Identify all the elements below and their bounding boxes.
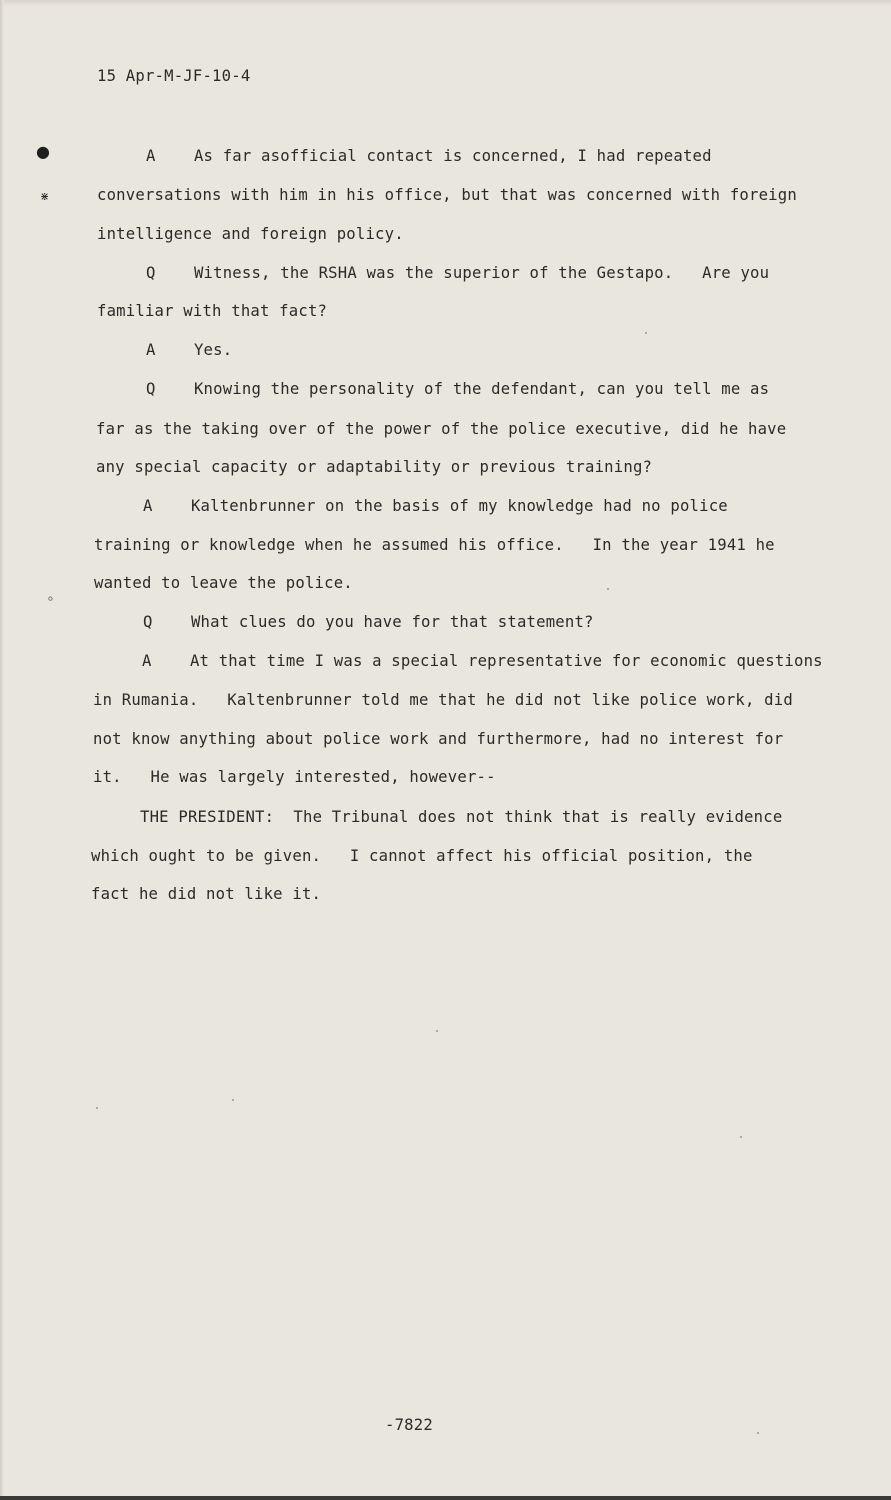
transcript-line: training or knowledge when he assumed his office. In the year 1941 he <box>94 536 775 554</box>
margin-pencil-mark: ∘ <box>46 591 55 607</box>
margin-ink-mark: ⋇ <box>40 190 50 203</box>
paper-speck <box>436 1030 438 1032</box>
transcript-line: any special capacity or adaptability or previous training? <box>96 458 653 476</box>
transcript-line: A As far asofficial contact is concerned, I had repeated <box>146 147 712 165</box>
page-bottom-edge <box>0 1496 891 1500</box>
transcript-line: far as the taking over of the power of the police executive, did he have <box>96 420 787 438</box>
transcript-line: Q Witness, the RSHA was the superior of the Gestapo. Are you <box>146 264 770 282</box>
paper-speck <box>232 1099 234 1101</box>
transcript-line: A Yes. <box>146 341 233 359</box>
transcript-line: wanted to leave the police. <box>94 574 353 592</box>
transcript-line: fact he did not like it. <box>91 885 322 903</box>
document-id: 15 Apr-M-JF-10-4 <box>97 67 251 85</box>
transcript-line: A Kaltenbrunner on the basis of my knowledge had no police <box>143 497 728 515</box>
paper-speck <box>645 332 647 334</box>
transcript-line: not know anything about police work and furthermore, had no interest for <box>93 730 784 748</box>
page-number: -7822 <box>385 1416 433 1434</box>
page-top-edge <box>0 0 891 6</box>
transcript-line: A At that time I was a special representative for economic questions <box>142 652 823 670</box>
transcript-line: conversations with him in his office, but that was concerned with foreign <box>97 186 797 204</box>
paper-speck <box>96 1107 98 1109</box>
transcript-line: which ought to be given. I cannot affect his official position, the <box>91 847 753 865</box>
margin-ink-mark: ● <box>36 142 50 161</box>
transcript-line: Q What clues do you have for that statement? <box>143 613 594 631</box>
transcript-line: it. He was largely interested, however-- <box>93 768 496 786</box>
paper-speck <box>740 1136 742 1138</box>
paper-speck <box>757 1432 759 1434</box>
transcript-line: Q Knowing the personality of the defendant, can you tell me as <box>146 380 770 398</box>
page-left-edge <box>0 0 4 1500</box>
transcript-line: familiar with that fact? <box>97 302 328 320</box>
transcript-line: in Rumania. Kaltenbrunner told me that he did not like police work, did <box>93 691 793 709</box>
transcript-line: THE PRESIDENT: The Tribunal does not think that is really evidence <box>140 808 783 826</box>
paper-speck <box>607 588 609 590</box>
transcript-line: intelligence and foreign policy. <box>97 225 404 243</box>
